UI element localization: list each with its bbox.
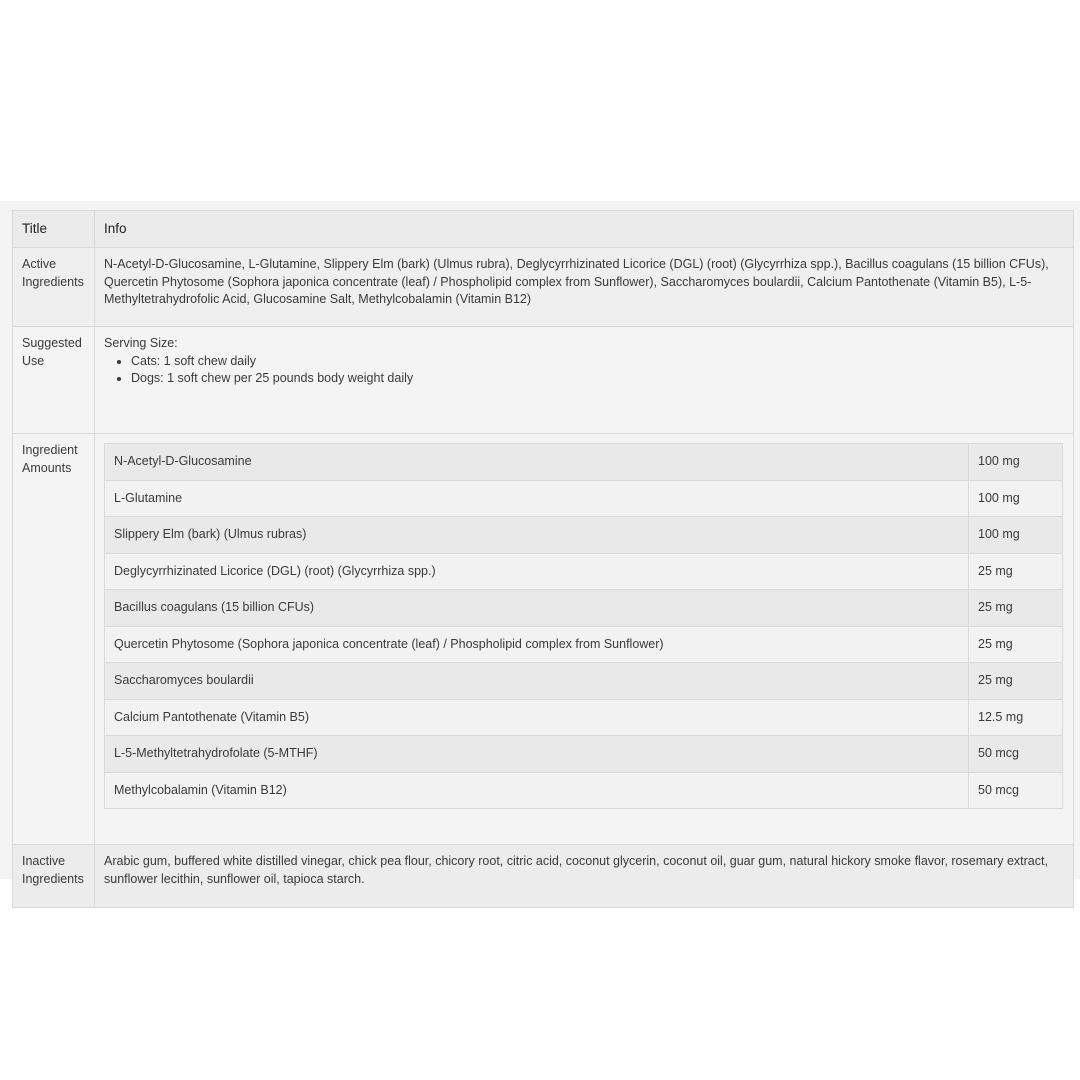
ingredient-amount: 25 mg	[969, 626, 1063, 663]
serving-list	[104, 353, 1064, 388]
ingredient-amount: 12.5 mg	[969, 699, 1063, 736]
ingredient-amount: 100 mg	[969, 517, 1063, 554]
row-inactive-ingredients	[13, 845, 1074, 908]
ingredient-name: Bacillus coagulans (15 billion CFUs)	[105, 590, 969, 627]
row-active-ingredients	[13, 248, 1074, 327]
ingredient-amounts-table	[104, 443, 1063, 809]
table-row	[105, 699, 1063, 736]
header-info: Info	[95, 211, 1074, 248]
table-row	[105, 517, 1063, 554]
ingredient-name: L-5-Methyltetrahydrofolate (5-MTHF)	[105, 736, 969, 773]
ingredient-name: Calcium Pantothenate (Vitamin B5)	[105, 699, 969, 736]
ingredient-amount: 100 mg	[969, 444, 1063, 481]
ingredient-name: L-Glutamine	[105, 480, 969, 517]
row-suggested-use	[13, 327, 1074, 434]
serving-size-label: Serving Size:	[104, 336, 178, 350]
inactive-ingredients-info: Arabic gum, buffered white distilled vinegar, chick pea flour, chicory root, citric acid, coconut glycerin, coconut oil, guar gum, natural hickory smoke flavor, rosemary extract, sunflower lecithin, sunflower oil, tapioca starch.	[95, 845, 1074, 908]
table-row	[105, 444, 1063, 481]
ingredient-amount: 50 mcg	[969, 736, 1063, 773]
table-header-row	[13, 211, 1074, 248]
ingredient-name: Saccharomyces boulardii	[105, 663, 969, 700]
ingredient-amount: 25 mg	[969, 590, 1063, 627]
ingredient-amounts-info	[95, 434, 1074, 845]
inactive-ingredients-title: Inactive Ingredients	[13, 845, 95, 908]
ingredient-name: Methylcobalamin (Vitamin B12)	[105, 772, 969, 809]
product-info-panel	[0, 201, 1080, 886]
ingredient-name: N-Acetyl-D-Glucosamine	[105, 444, 969, 481]
ingredient-amount: 100 mg	[969, 480, 1063, 517]
ingredient-amount: 25 mg	[969, 663, 1063, 700]
active-ingredients-title: Active Ingredients	[13, 248, 95, 327]
table-row	[105, 480, 1063, 517]
ingredient-amount: 50 mcg	[969, 772, 1063, 809]
product-info-table	[12, 210, 1074, 908]
ingredient-amounts-title: Ingredient Amounts	[13, 434, 95, 845]
suggested-use-title: Suggested Use	[13, 327, 95, 434]
table-row	[105, 736, 1063, 773]
table-row	[105, 772, 1063, 809]
ingredient-name: Deglycyrrhizinated Licorice (DGL) (root) (Glycyrrhiza spp.)	[105, 553, 969, 590]
ingredient-name: Slippery Elm (bark) (Ulmus rubras)	[105, 517, 969, 554]
table-row	[105, 553, 1063, 590]
ingredient-amount: 25 mg	[969, 553, 1063, 590]
table-row	[105, 590, 1063, 627]
table-row	[105, 663, 1063, 700]
ingredient-name: Quercetin Phytosome (Sophora japonica concentrate (leaf) / Phospholipid complex from Sunflower)	[105, 626, 969, 663]
table-row	[105, 626, 1063, 663]
row-ingredient-amounts	[13, 434, 1074, 845]
list-item: • Cats: 1 soft chew daily	[131, 353, 1064, 371]
active-ingredients-info: N-Acetyl-D-Glucosamine, L-Glutamine, Slippery Elm (bark) (Ulmus rubra), Deglycyrrhizinated Licorice (DGL) (root) (Glycyrrhiza spp.), Bacillus coagulans (15 billion CFUs), Quercetin Phytosome (Sophora japonica concentrate (leaf) / Phospholipid complex from Sunflower), Saccharomyces boulardii, Calcium Pantothenate (Vitamin B5), L-5-Methyltetrahydrofolic Acid, Glucosamine Salt, Methylcobalamin (Vitamin B12)	[95, 248, 1074, 327]
header-title: Title	[13, 211, 95, 248]
suggested-use-info	[95, 327, 1074, 434]
list-item: • Dogs: 1 soft chew per 25 pounds body weight daily	[131, 370, 1064, 388]
